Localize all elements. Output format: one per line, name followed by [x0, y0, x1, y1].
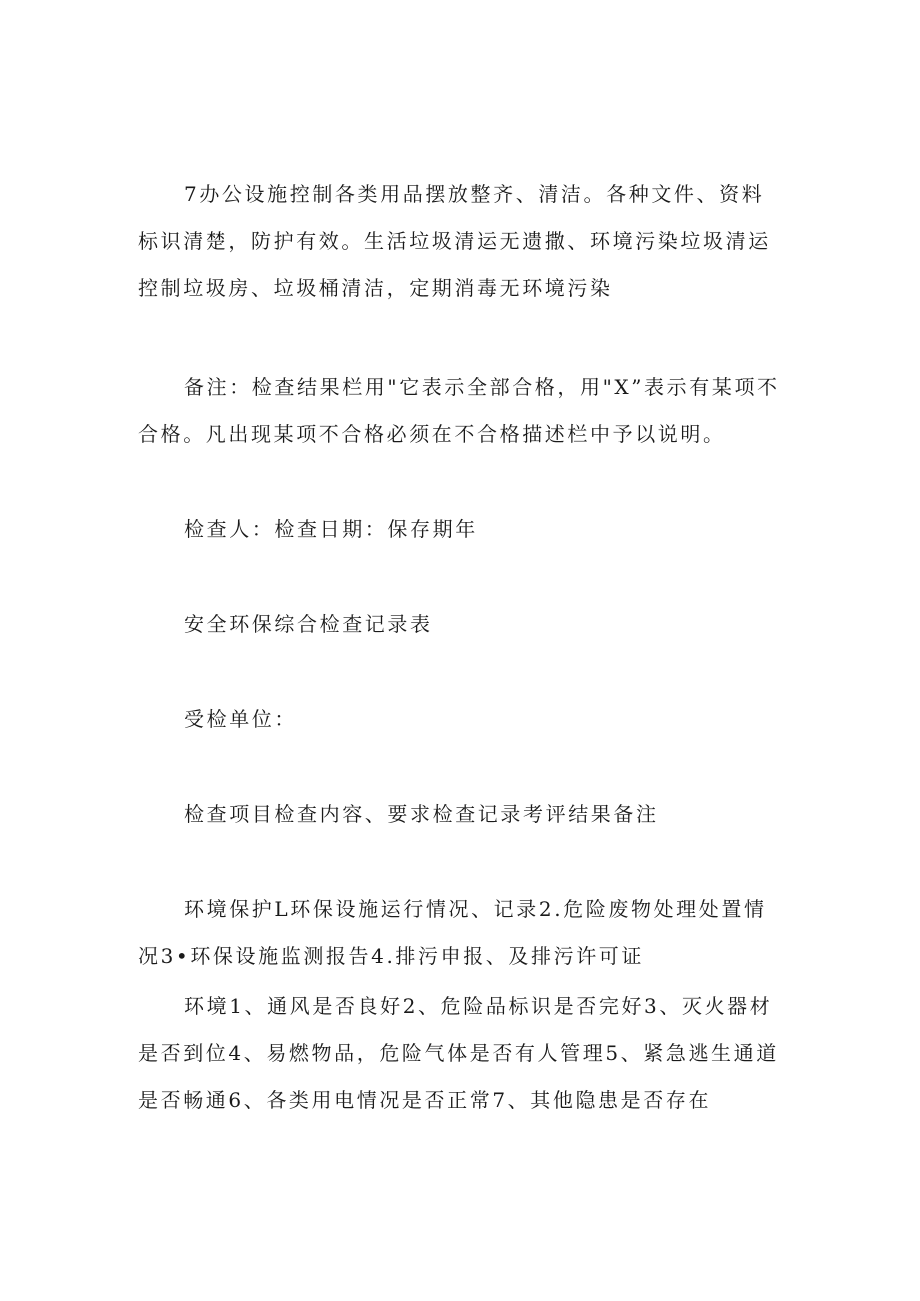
paragraph-table-header: 检查项目检查内容、要求检查记录考评结果备注	[184, 802, 659, 826]
paragraph-environmental-protection: 环境保护L环保设施运行情况、记录2.危险废物处理处置情况3•环保设施监测报告4.排污申报、及排污许可证	[138, 897, 767, 968]
paragraph-environment-checks: 环境1、通风是否良好2、危险品标识是否完好3、灭火器材是否到位4、易燃物品，危险气体是否有人管理5、紧急逃生通道是否畅通6、各类用电情况是否正常7、其他隐患是否存在	[138, 994, 779, 1112]
paragraph-office-facilities: 7办公设施控制各类用品摆放整齐、清洁。各种文件、资料标识清楚，防护有效。生活垃圾清运无遗撒、环境污染垃圾清运控制垃圾房、垃圾桶清洁，定期消毒无环境污染	[138, 182, 771, 300]
paragraph-remarks: 备注：检查结果栏用"它表示全部合格，用"X”表示有某项不合格。凡出现某项不合格必须在不合格描述栏中予以说明。	[138, 375, 780, 446]
paragraph-inspector-line: 检查人：检查日期：保存期年	[184, 517, 478, 541]
paragraph-inspected-unit: 受检单位：	[184, 707, 297, 731]
paragraph-form-title: 安全环保综合检查记录表	[184, 612, 433, 636]
